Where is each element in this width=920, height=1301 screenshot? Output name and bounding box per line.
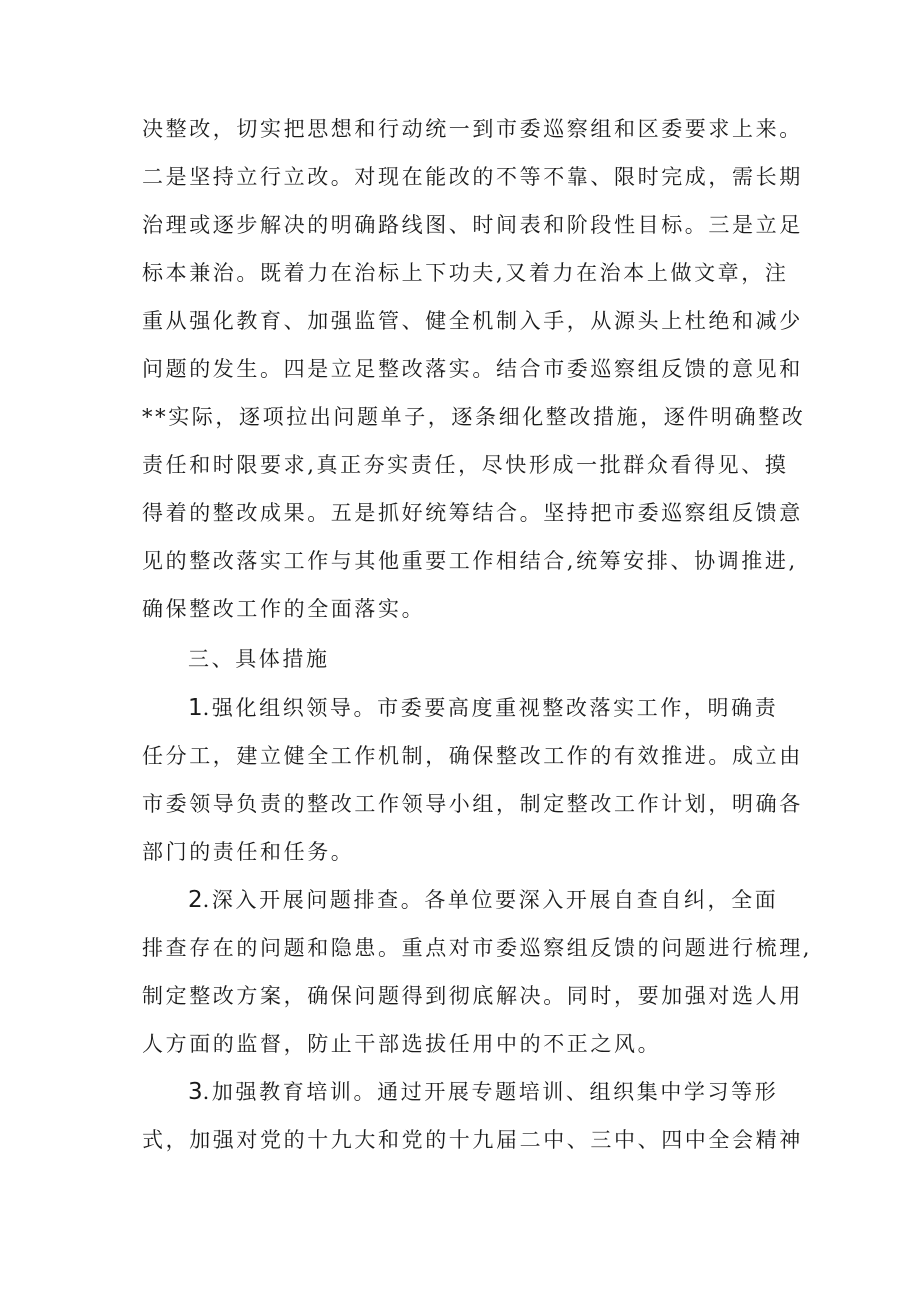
text-line: 二是坚持立行立改。对现在能改的不等不靠、限时完成，需长期 [142,165,803,189]
text-line: 标本兼治。既着力在治标上下功夫,又着力在治本上做文章，注 [142,261,789,285]
text-line: 重从强化教育、加强监管、健全机制入手，从源头上杜绝和减少 [142,309,803,333]
text-line: 部门的责任和任务。 [142,840,355,864]
text-line: 任分工，建立健全工作机制，确保整改工作的有效推进。成立由 [142,744,803,768]
item-number: 1 [188,695,203,721]
text-line: 式，加强对党的十九大和党的十九届二中、三中、四中全会精神 [142,1128,803,1152]
text-line: 人方面的监督，防止干部选拔任用中的不正之风。 [142,1032,662,1056]
text-line: 得着的整改成果。五是抓好统筹结合。坚持把市委巡察组反馈意 [142,501,803,525]
item-number: 2 [188,887,203,913]
text-line: 见的整改落实工作与其他重要工作相结合,统筹安排、协调推进, [142,549,798,573]
item-text: .加强教育培训。通过开展专题培训、组织集中学习等形 [202,1080,779,1104]
item-text: .深入开展问题排查。各单位要深入开展自查自纠，全面 [202,888,779,912]
text-line: 确保整改工作的全面落实。 [142,597,426,621]
item-number: 3 [188,1079,203,1105]
section-heading: 三、具体措施 [188,647,330,671]
text-line: 决整改，切实把思想和行动统一到市委巡察组和区委要求上来。 [142,117,803,141]
text-line: 问题的发生。四是立足整改落实。结合市委巡察组反馈的意见和 [142,357,803,381]
list-item-2-first-line [188,875,802,925]
text-line: 责任和时限要求,真正夯实责任，尽快形成一批群众看得见、摸 [142,453,789,477]
text-line: 制定整改方案，确保问题得到彻底解决。同时，要加强对选人用 [142,984,803,1008]
text-line: 治理或逐步解决的明确路线图、时间表和阶段性目标。三是立足 [142,213,803,237]
text-line: 排查存在的问题和隐患。重点对市委巡察组反馈的问题进行梳理, [142,936,813,960]
text-line: **实际，逐项拉出问题单子，逐条细化整改措施，逐件明确整改 [142,405,806,429]
list-item-3-first-line [188,1067,802,1117]
item-text: .强化组织领导。市委要高度重视整改落实工作，明确责 [202,696,779,720]
text-line: 市委领导负责的整改工作领导小组，制定整改工作计划，明确各 [142,792,803,816]
list-item-1-first-line [188,683,802,733]
